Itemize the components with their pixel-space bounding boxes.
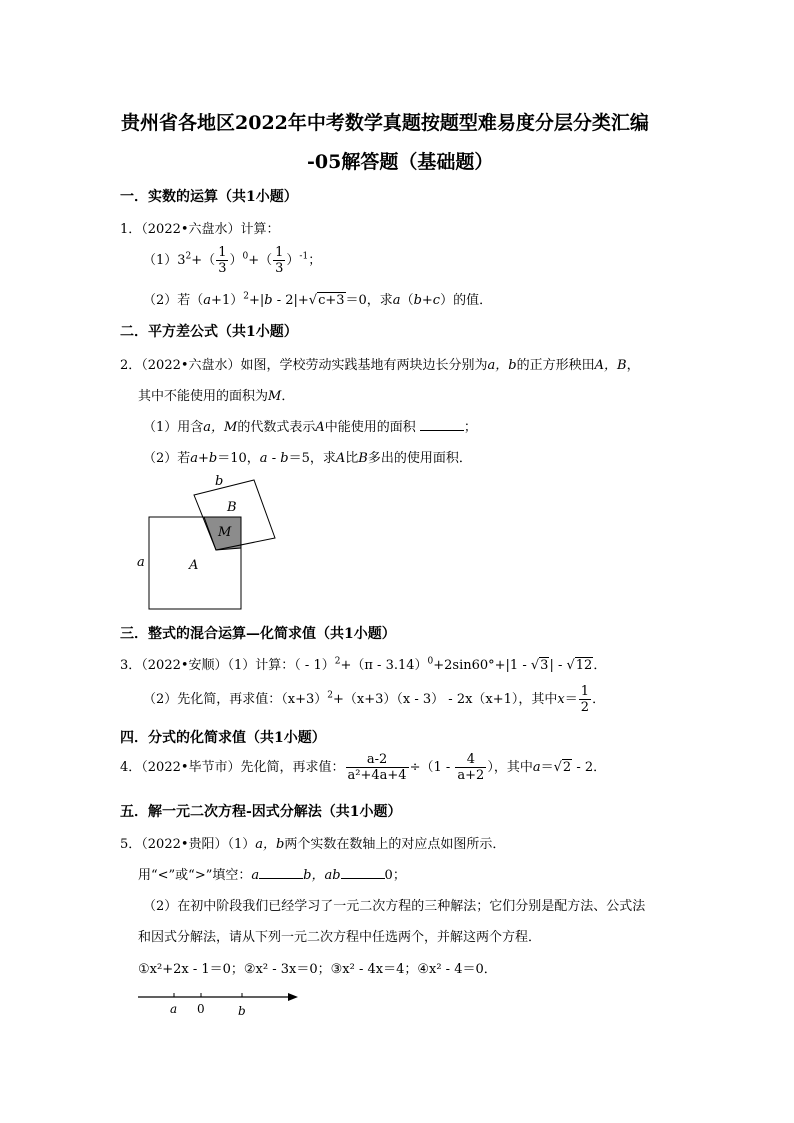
sup: 2 <box>243 291 249 302</box>
text: ＝ <box>564 692 578 707</box>
text: 其中不能使用的面积为 <box>138 389 269 404</box>
var: a <box>532 760 541 775</box>
sqrt: 12 <box>575 658 593 673</box>
text: - <box>267 451 281 466</box>
text: 比 <box>345 451 359 466</box>
text: ， <box>626 358 640 373</box>
text: 的正方形秧田 <box>516 358 595 373</box>
axis-label-a: a <box>170 1002 178 1016</box>
title-line1: 贵州省各地区2022年中考数学真题按题型难易度分层分类汇编 <box>121 112 649 134</box>
question-5-equations: ①x²+2x - 1＝0；②x² - 3x＝0；③x² - 4x＝4；④x² - 4＝0． <box>138 962 497 977</box>
section-heading: 二．平方差公式（共1小题） <box>120 324 298 340</box>
text: ），其中 <box>487 760 533 775</box>
question-1-head: 1．（2022•六盘水）计算： <box>120 222 280 237</box>
sup: 0 <box>427 656 434 667</box>
var: a <box>392 293 401 308</box>
numerator: 4 <box>455 752 486 768</box>
numerator: 1 <box>580 684 590 699</box>
number-line <box>134 986 304 1020</box>
sqrt: 2 <box>562 760 572 775</box>
var: b <box>280 451 289 466</box>
text: | - <box>549 658 567 673</box>
sqrt: 3 <box>540 658 549 673</box>
var: A <box>315 420 325 435</box>
axis-label-0: 0 <box>197 1002 205 1016</box>
var: A，B <box>594 358 627 373</box>
text: - 2． <box>572 760 607 775</box>
numerator: a-2 <box>346 752 409 768</box>
var: b <box>264 293 273 308</box>
question-4: 4．（2022•毕节市）先化简，再求值： $\frac{a-2}{\text{a²+4a+4}}$ ÷（1 - $\frac{4}{a+2}$ ），其中a＝√2 - 2． <box>120 752 607 783</box>
text: 3．（2022•安顺）（1）计算：（ - 1） <box>120 658 335 673</box>
var: M <box>268 389 282 404</box>
question-5-line4: 和因式分解法，请从下列一元二次方程中任选两个，并解这两个方程． <box>138 930 542 945</box>
axis-label-b: b <box>238 1004 246 1018</box>
text: +1） <box>211 293 244 308</box>
var: a，b <box>255 837 285 852</box>
sup: 2 <box>185 251 192 262</box>
squares-figure <box>130 468 290 614</box>
text: +（x+3）（x - 3） - 2x（x+1），其中 <box>333 692 558 707</box>
fraction <box>455 752 486 783</box>
text: ＝0，求 <box>345 293 393 308</box>
text: - 2|+ <box>272 293 309 308</box>
text: 5．（2022•贵阳）（1） <box>120 837 256 852</box>
text: （ <box>400 293 414 308</box>
text: +（π - 3.14） <box>340 658 428 673</box>
text: （1）用含 <box>143 420 204 435</box>
title-line2: -05解答题（基础题） <box>307 151 494 173</box>
text: +（ <box>191 253 216 268</box>
label-a: a <box>137 555 145 570</box>
var: a+b <box>190 451 218 466</box>
question-5-line3: （2）在初中阶段我们已经学习了一元二次方程的三种解法；它们分别是配方法、公式法 <box>143 899 646 914</box>
text: 多出的使用面积． <box>367 451 472 466</box>
section-heading: 三．整式的混合运算—化简求值（共1小题） <box>120 626 396 642</box>
fraction <box>216 245 228 276</box>
text: （2）先化简，再求值：（x+3） <box>143 692 328 707</box>
sup: 2 <box>334 656 341 667</box>
text: ＝5，求 <box>288 451 336 466</box>
fraction <box>346 752 409 783</box>
text: 0； <box>384 868 406 883</box>
answer-blank <box>259 866 303 879</box>
text: 两个实数在数轴上的对应点如图所示． <box>284 837 506 852</box>
var: a <box>259 451 268 466</box>
text: +（ <box>248 253 273 268</box>
var: a <box>251 868 260 883</box>
text: ； <box>463 420 477 435</box>
section-heading: 四．分式的化简求值（共1小题） <box>120 730 326 746</box>
text: ＝10， <box>217 451 260 466</box>
text: 的代数式表示 <box>237 420 316 435</box>
denominator: 3 <box>275 261 284 276</box>
label-b: b <box>215 474 224 489</box>
question-5-line1 <box>120 833 505 852</box>
question-2-part1 <box>143 416 477 435</box>
denominator: a²+4a+4 <box>347 768 407 783</box>
text: ． <box>593 658 607 673</box>
var: a，b <box>487 358 517 373</box>
question-2-line2 <box>138 385 294 404</box>
label-A: A <box>189 558 199 573</box>
text: ＝ <box>540 760 554 775</box>
text: 中能使用的面积 <box>324 420 416 435</box>
text: （1）3 <box>143 253 186 268</box>
answer-blank <box>420 418 464 431</box>
sup: 2 <box>327 690 334 701</box>
text: 用“<”或“>”填空： <box>138 868 252 883</box>
numerator: 1 <box>275 245 284 260</box>
text: ． <box>281 389 295 404</box>
label-M: M <box>218 525 232 540</box>
question-2-part2 <box>143 447 472 466</box>
question-1-part2: （2）若$(a+1)^2+|b - 2|+√c+3=0$，求a（b+c）的值． <box>143 291 493 308</box>
var: b，ab <box>303 868 341 883</box>
answer-blank <box>341 866 385 879</box>
text: +2sin60°+|1 - <box>433 658 531 673</box>
text: +| <box>248 293 265 308</box>
sqrt: c+3 <box>318 293 345 308</box>
question-3-part1: 3．（2022•安顺）（1）计算：（ - 1）$^2$+（π - 3.14）$^0$+2sin60°+|1 - √3| - √12． <box>120 656 607 673</box>
label-B: B <box>227 500 237 515</box>
var: a，M <box>203 420 238 435</box>
denominator: 3 <box>218 261 227 276</box>
denominator: a+2 <box>457 768 485 783</box>
section-heading: 五．解一元二次方程-因式分解法（共1小题） <box>120 804 402 820</box>
sup: 0 <box>242 251 249 262</box>
sup: -1 <box>299 251 309 262</box>
text: ） <box>229 253 243 268</box>
numerator: 1 <box>218 245 227 260</box>
arrow-head <box>288 993 298 1001</box>
question-2-line1 <box>120 354 640 373</box>
var: B <box>358 451 368 466</box>
fraction <box>579 684 591 715</box>
var: x <box>557 692 565 707</box>
text: ） <box>286 253 300 268</box>
text: ． <box>592 692 606 707</box>
question-5-line2 <box>138 864 406 883</box>
question-3-part2 <box>143 684 605 715</box>
var: a <box>203 293 212 308</box>
text: 4．（2022•毕节市）先化简，再求值： <box>120 760 345 775</box>
question-1-part1 <box>143 245 321 276</box>
text: ； <box>308 253 322 268</box>
text: （2）若（ <box>143 293 204 308</box>
var: A <box>335 451 346 466</box>
text: （2）若 <box>143 451 191 466</box>
var: b+c <box>413 293 441 308</box>
text: ÷（1 - <box>409 760 455 775</box>
fraction <box>273 245 285 276</box>
text: 2．（2022•六盘水）如图，学校劳动实践基地有两块边长分别为 <box>120 358 488 373</box>
denominator: 2 <box>580 700 590 715</box>
section-heading: 一．实数的运算（共1小题） <box>120 189 298 205</box>
text: ）的值． <box>440 293 493 308</box>
